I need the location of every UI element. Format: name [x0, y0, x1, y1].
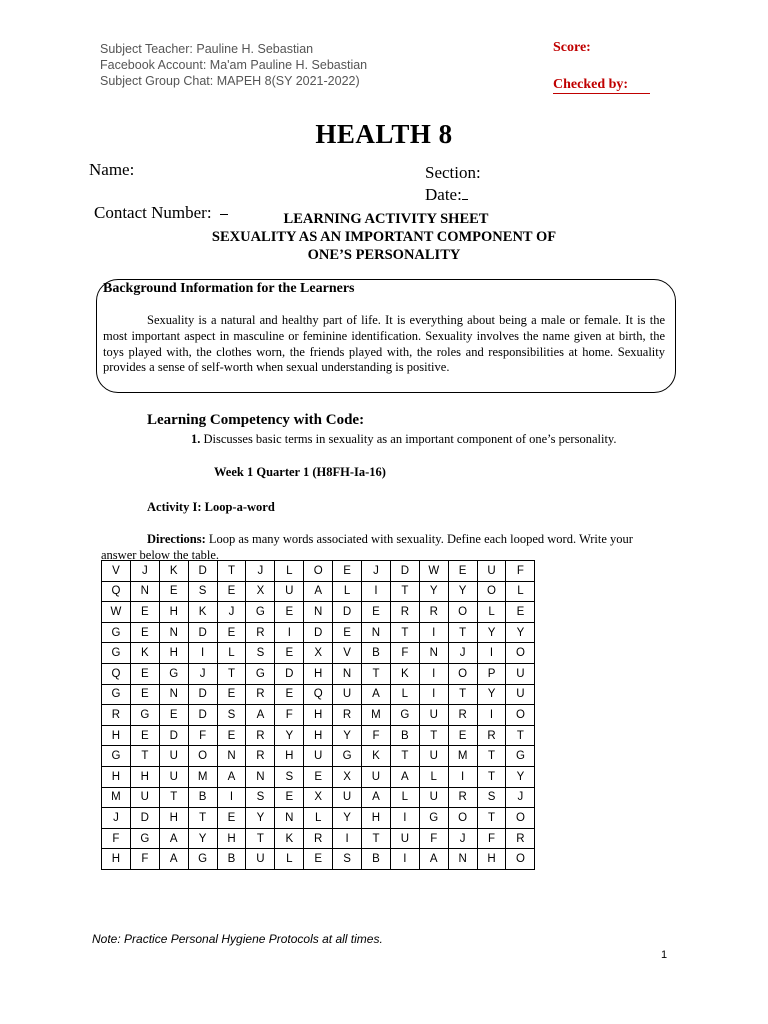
grid-cell[interactable]: H	[304, 725, 333, 746]
grid-cell[interactable]: F	[390, 643, 419, 664]
grid-cell[interactable]: D	[304, 622, 333, 643]
grid-cell[interactable]: J	[246, 561, 275, 582]
grid-cell[interactable]: O	[188, 746, 217, 767]
grid-cell[interactable]: D	[275, 663, 304, 684]
facebook-line: Facebook Account: Ma'am Pauline H. Sebastian	[100, 58, 368, 72]
activity-sheet-heading	[0, 210, 768, 264]
grid-cell[interactable]: O	[448, 602, 477, 623]
grid-cell[interactable]: I	[188, 643, 217, 664]
grid-cell[interactable]: K	[188, 602, 217, 623]
grid-cell[interactable]: S	[275, 766, 304, 787]
competency-heading: Learning Competency with Code:	[147, 412, 365, 428]
grid-row	[102, 643, 535, 664]
grid-cell[interactable]: E	[130, 663, 159, 684]
grid-cell[interactable]: U	[506, 684, 535, 705]
grid-cell[interactable]: E	[304, 766, 333, 787]
grid-cell[interactable]: U	[159, 766, 188, 787]
grid-cell[interactable]: M	[362, 705, 391, 726]
grid-cell[interactable]: N	[159, 684, 188, 705]
grid-row	[102, 849, 535, 870]
week-code: Week 1 Quarter 1 (H8FH-Ia-16)	[214, 465, 386, 479]
sheet-line-1: LEARNING ACTIVITY SHEET	[283, 211, 489, 227]
grid-cell[interactable]: A	[304, 581, 333, 602]
grid-cell[interactable]: E	[217, 725, 246, 746]
grid-cell[interactable]: K	[362, 746, 391, 767]
grid-cell[interactable]: K	[275, 828, 304, 849]
grid-cell[interactable]: P	[477, 663, 506, 684]
grid-cell[interactable]: U	[419, 746, 448, 767]
activity-title: Activity I: Loop-a-word	[147, 500, 275, 514]
grid-cell[interactable]: O	[304, 561, 333, 582]
grid-cell[interactable]: Y	[246, 808, 275, 829]
grid-row	[102, 581, 535, 602]
grid-cell[interactable]: J	[506, 787, 535, 808]
grid-cell[interactable]: F	[275, 705, 304, 726]
section-field[interactable]	[425, 163, 481, 183]
grid-cell[interactable]: G	[390, 705, 419, 726]
grid-cell[interactable]: U	[333, 684, 362, 705]
grid-cell[interactable]: T	[362, 663, 391, 684]
grid-cell[interactable]: G	[246, 602, 275, 623]
grid-cell[interactable]: N	[362, 622, 391, 643]
grid-cell[interactable]: L	[506, 581, 535, 602]
grid-cell[interactable]: O	[506, 643, 535, 664]
grid-cell[interactable]: T	[217, 663, 246, 684]
grid-cell[interactable]: M	[188, 766, 217, 787]
grid-cell[interactable]: R	[390, 602, 419, 623]
grid-row	[102, 725, 535, 746]
grid-cell[interactable]: Y	[188, 828, 217, 849]
grid-cell[interactable]: U	[130, 787, 159, 808]
grid-cell[interactable]: E	[362, 602, 391, 623]
date-label: Date:	[425, 185, 462, 204]
grid-cell[interactable]: G	[102, 746, 131, 767]
grid-cell[interactable]: O	[506, 808, 535, 829]
grid-cell[interactable]: Q	[102, 581, 131, 602]
header-info	[100, 41, 367, 89]
grid-cell[interactable]: I	[333, 828, 362, 849]
grid-cell[interactable]: A	[246, 705, 275, 726]
competency-text: Discusses basic terms in sexuality as an important component of one’s personality.	[203, 432, 617, 446]
grid-cell[interactable]: H	[362, 808, 391, 829]
grid-cell[interactable]: F	[477, 828, 506, 849]
grid-cell[interactable]: E	[448, 561, 477, 582]
grid-cell[interactable]: T	[246, 828, 275, 849]
grid-cell[interactable]: O	[506, 705, 535, 726]
page-number: 1	[661, 949, 668, 961]
grid-cell[interactable]: N	[448, 849, 477, 870]
grid-cell[interactable]: E	[217, 684, 246, 705]
grid-cell[interactable]: A	[419, 849, 448, 870]
grid-cell[interactable]: M	[448, 746, 477, 767]
grid-cell[interactable]: L	[390, 684, 419, 705]
sheet-line-3: ONE’S PERSONALITY	[307, 247, 461, 263]
grid-cell[interactable]: F	[130, 849, 159, 870]
grid-cell[interactable]: E	[304, 849, 333, 870]
background-text: Sexuality is a natural and healthy part of life. It is everything about being a male or female. It is the most important aspect in masculine or feminine identification. Sexuality involves the name given at birth, the toys played with, the clothes worn, the friends played with, the roles and responsibilities at home. Sexuality provides a sense of self-worth when sexual understanding is positive.	[103, 313, 665, 375]
grid-cell[interactable]: U	[159, 746, 188, 767]
grid-cell[interactable]: E	[159, 705, 188, 726]
grid-cell[interactable]: Y	[506, 766, 535, 787]
grid-cell[interactable]: L	[477, 602, 506, 623]
grid-cell[interactable]: U	[419, 787, 448, 808]
grid-cell[interactable]: I	[390, 808, 419, 829]
grid-cell[interactable]: O	[506, 849, 535, 870]
grid-row	[102, 684, 535, 705]
grid-cell[interactable]: E	[333, 561, 362, 582]
grid-cell[interactable]: H	[159, 808, 188, 829]
grid-cell[interactable]: Y	[419, 581, 448, 602]
grid-cell[interactable]: G	[506, 746, 535, 767]
grid-cell[interactable]: E	[217, 622, 246, 643]
grid-row	[102, 746, 535, 767]
grid-cell[interactable]: R	[333, 705, 362, 726]
grid-cell[interactable]: F	[102, 828, 131, 849]
grid-cell[interactable]: E	[333, 622, 362, 643]
grid-cell[interactable]: G	[130, 705, 159, 726]
grid-cell[interactable]: T	[448, 684, 477, 705]
grid-cell[interactable]: R	[246, 746, 275, 767]
grid-cell[interactable]: R	[448, 705, 477, 726]
grid-cell[interactable]: I	[275, 622, 304, 643]
grid-cell[interactable]: T	[188, 808, 217, 829]
grid-cell[interactable]: F	[188, 725, 217, 746]
grid-cell[interactable]: Y	[477, 684, 506, 705]
grid-cell[interactable]: E	[217, 808, 246, 829]
grid-cell[interactable]: D	[333, 602, 362, 623]
grid-cell[interactable]: R	[477, 725, 506, 746]
grid-cell[interactable]: J	[448, 828, 477, 849]
grid-cell[interactable]: Y	[333, 725, 362, 746]
grid-cell[interactable]: J	[448, 643, 477, 664]
grid-cell[interactable]: N	[304, 602, 333, 623]
grid-cell[interactable]: L	[304, 808, 333, 829]
grid-cell[interactable]: U	[506, 663, 535, 684]
grid-cell[interactable]: X	[304, 787, 333, 808]
grid-row	[102, 808, 535, 829]
grid-cell[interactable]: U	[362, 766, 391, 787]
grid-cell[interactable]: B	[188, 787, 217, 808]
grid-cell[interactable]: G	[159, 663, 188, 684]
grid-cell[interactable]: T	[159, 787, 188, 808]
grid-cell[interactable]: H	[102, 725, 131, 746]
grid-cell[interactable]: N	[246, 766, 275, 787]
grid-cell[interactable]: S	[188, 581, 217, 602]
grid-cell[interactable]: U	[275, 581, 304, 602]
directions	[101, 531, 661, 563]
grid-row	[102, 787, 535, 808]
grid-cell[interactable]: A	[390, 766, 419, 787]
grid-cell[interactable]: I	[217, 787, 246, 808]
grid-cell[interactable]: T	[448, 622, 477, 643]
grid-cell[interactable]: R	[246, 622, 275, 643]
grid-cell[interactable]: I	[419, 663, 448, 684]
grid-cell[interactable]: N	[275, 808, 304, 829]
teacher-line: Subject Teacher: Pauline H. Sebastian	[100, 42, 314, 56]
sheet-line-2: SEXUALITY AS AN IMPORTANT COMPONENT OF	[211, 229, 557, 245]
grid-cell[interactable]: D	[390, 561, 419, 582]
grid-cell[interactable]: T	[362, 828, 391, 849]
grid-cell[interactable]: Y	[448, 581, 477, 602]
grid-cell[interactable]: W	[419, 561, 448, 582]
grid-cell[interactable]: G	[333, 746, 362, 767]
directions-label: Directions:	[147, 532, 206, 546]
grid-cell[interactable]: U	[333, 787, 362, 808]
grid-cell[interactable]: G	[102, 643, 131, 664]
grid-cell[interactable]: A	[159, 849, 188, 870]
grid-cell[interactable]: X	[304, 643, 333, 664]
grid-cell[interactable]: D	[159, 725, 188, 746]
grid-cell[interactable]: I	[448, 766, 477, 787]
grid-cell[interactable]: Q	[304, 684, 333, 705]
grid-row	[102, 705, 535, 726]
grid-cell[interactable]: J	[188, 663, 217, 684]
grid-cell[interactable]: H	[275, 746, 304, 767]
grid-cell[interactable]: H	[130, 766, 159, 787]
grid-cell[interactable]: F	[419, 828, 448, 849]
grid-cell[interactable]: D	[188, 561, 217, 582]
grid-cell[interactable]: E	[217, 581, 246, 602]
grid-cell[interactable]: R	[246, 684, 275, 705]
grid-cell[interactable]: I	[419, 684, 448, 705]
directions-text: Loop as many words associated with sexuality. Define each looped word. Write your answer below the table.	[101, 532, 633, 562]
grid-cell[interactable]: A	[159, 828, 188, 849]
grid-cell[interactable]: D	[188, 684, 217, 705]
grid-cell[interactable]: J	[130, 561, 159, 582]
group-chat-line: Subject Group Chat: MAPEH 8(SY 2021-2022)	[100, 74, 360, 88]
grid-cell[interactable]: G	[188, 849, 217, 870]
grid-cell[interactable]: D	[130, 808, 159, 829]
grid-cell[interactable]: U	[419, 705, 448, 726]
grid-cell[interactable]: F	[362, 725, 391, 746]
grid-cell[interactable]: N	[217, 746, 246, 767]
grid-cell[interactable]: K	[130, 643, 159, 664]
grid-cell[interactable]: S	[217, 705, 246, 726]
grid-cell[interactable]: H	[304, 663, 333, 684]
grid-cell[interactable]: K	[159, 561, 188, 582]
grid-cell[interactable]: H	[159, 602, 188, 623]
name-field[interactable]	[89, 160, 134, 180]
grid-cell[interactable]: L	[275, 561, 304, 582]
checked-by-label: Checked by:	[553, 77, 650, 94]
grid-cell[interactable]: N	[333, 663, 362, 684]
background-title: Background Information for the Learners	[103, 281, 355, 296]
grid-cell[interactable]: M	[102, 787, 131, 808]
grid-cell[interactable]: B	[217, 849, 246, 870]
grid-cell[interactable]: T	[130, 746, 159, 767]
hygiene-note: Note: Practice Personal Hygiene Protocols at all times.	[92, 932, 383, 946]
score-label: Score:	[553, 40, 591, 55]
grid-cell[interactable]: U	[390, 828, 419, 849]
grid-cell[interactable]: T	[390, 746, 419, 767]
grid-row	[102, 622, 535, 643]
grid-cell[interactable]: L	[390, 787, 419, 808]
date-field[interactable]	[425, 185, 468, 205]
grid-cell[interactable]: G	[130, 828, 159, 849]
grid-cell[interactable]: G	[102, 684, 131, 705]
grid-cell[interactable]: H	[102, 766, 131, 787]
grid-cell[interactable]: N	[419, 643, 448, 664]
section-label: Section:	[425, 163, 481, 182]
grid-cell[interactable]: I	[390, 849, 419, 870]
grid-cell[interactable]: I	[477, 705, 506, 726]
grid-cell[interactable]: T	[477, 808, 506, 829]
grid-cell[interactable]: E	[448, 725, 477, 746]
grid-cell[interactable]: I	[419, 622, 448, 643]
grid-cell[interactable]: E	[130, 622, 159, 643]
grid-cell[interactable]: J	[102, 808, 131, 829]
grid-cell[interactable]: R	[419, 602, 448, 623]
grid-cell[interactable]: G	[246, 663, 275, 684]
grid-cell[interactable]: E	[275, 684, 304, 705]
grid-cell[interactable]: B	[362, 643, 391, 664]
grid-row	[102, 663, 535, 684]
grid-cell[interactable]: J	[217, 602, 246, 623]
grid-row	[102, 602, 535, 623]
grid-cell[interactable]: O	[448, 808, 477, 829]
competency-item	[147, 432, 647, 447]
grid-cell[interactable]: A	[217, 766, 246, 787]
grid-cell[interactable]: H	[217, 828, 246, 849]
grid-cell[interactable]: D	[188, 622, 217, 643]
grid-cell[interactable]: S	[246, 787, 275, 808]
grid-cell[interactable]: L	[217, 643, 246, 664]
grid-cell[interactable]: Q	[102, 663, 131, 684]
grid-cell[interactable]: T	[477, 746, 506, 767]
grid-cell[interactable]: O	[448, 663, 477, 684]
grid-cell[interactable]: E	[130, 684, 159, 705]
grid-cell[interactable]: H	[102, 849, 131, 870]
grid-cell[interactable]: Y	[506, 622, 535, 643]
grid-cell[interactable]: S	[246, 643, 275, 664]
grid-cell[interactable]: H	[477, 849, 506, 870]
grid-cell[interactable]: H	[159, 643, 188, 664]
grid-cell[interactable]: E	[275, 787, 304, 808]
grid-cell[interactable]: Y	[333, 808, 362, 829]
grid-cell[interactable]: R	[448, 787, 477, 808]
page-title: HEALTH 8	[315, 119, 453, 149]
grid-cell[interactable]: G	[102, 622, 131, 643]
grid-cell[interactable]: F	[506, 561, 535, 582]
grid-cell[interactable]: V	[102, 561, 131, 582]
grid-row	[102, 561, 535, 582]
grid-cell[interactable]: W	[102, 602, 131, 623]
grid-cell[interactable]: E	[506, 602, 535, 623]
grid-cell[interactable]: V	[333, 643, 362, 664]
grid-cell[interactable]: I	[362, 581, 391, 602]
grid-cell[interactable]: T	[390, 622, 419, 643]
grid-cell[interactable]: G	[419, 808, 448, 829]
grid-cell[interactable]: L	[419, 766, 448, 787]
grid-cell[interactable]: L	[333, 581, 362, 602]
grid-cell[interactable]: E	[159, 581, 188, 602]
name-label: Name:	[89, 160, 135, 179]
grid-cell[interactable]: E	[130, 602, 159, 623]
grid-cell[interactable]: O	[477, 581, 506, 602]
grid-row	[102, 766, 535, 787]
grid-cell[interactable]: T	[217, 561, 246, 582]
grid-cell[interactable]: J	[362, 561, 391, 582]
grid-cell[interactable]: E	[275, 602, 304, 623]
grid-cell[interactable]: K	[390, 663, 419, 684]
grid-cell[interactable]: I	[477, 643, 506, 664]
grid-cell[interactable]: N	[130, 581, 159, 602]
grid-cell[interactable]: U	[477, 561, 506, 582]
grid-cell[interactable]: N	[159, 622, 188, 643]
grid-row	[102, 828, 535, 849]
grid-cell[interactable]: L	[275, 849, 304, 870]
grid-cell[interactable]: U	[304, 746, 333, 767]
contact-label: Contact Number:	[94, 203, 212, 222]
grid-cell[interactable]: E	[130, 725, 159, 746]
grid-cell[interactable]: B	[362, 849, 391, 870]
grid-cell[interactable]: H	[304, 705, 333, 726]
grid-cell[interactable]: T	[477, 766, 506, 787]
grid-cell[interactable]: T	[506, 725, 535, 746]
word-search-grid[interactable]	[101, 560, 535, 870]
grid-cell[interactable]: X	[333, 766, 362, 787]
grid-cell[interactable]: Y	[477, 622, 506, 643]
grid-cell[interactable]: R	[506, 828, 535, 849]
grid-cell[interactable]: A	[362, 787, 391, 808]
grid-cell[interactable]: X	[246, 581, 275, 602]
grid-cell[interactable]: S	[477, 787, 506, 808]
grid-cell[interactable]: D	[188, 705, 217, 726]
grid-cell[interactable]: R	[304, 828, 333, 849]
grid-cell[interactable]: U	[246, 849, 275, 870]
grid-cell[interactable]: A	[362, 684, 391, 705]
grid-cell[interactable]: Y	[275, 725, 304, 746]
grid-cell[interactable]: E	[275, 643, 304, 664]
competency-number: 1.	[191, 432, 201, 446]
grid-cell[interactable]: T	[419, 725, 448, 746]
grid-cell[interactable]: S	[333, 849, 362, 870]
grid-cell[interactable]: B	[390, 725, 419, 746]
grid-cell[interactable]: R	[102, 705, 131, 726]
grid-cell[interactable]: R	[246, 725, 275, 746]
grid-cell[interactable]: T	[390, 581, 419, 602]
